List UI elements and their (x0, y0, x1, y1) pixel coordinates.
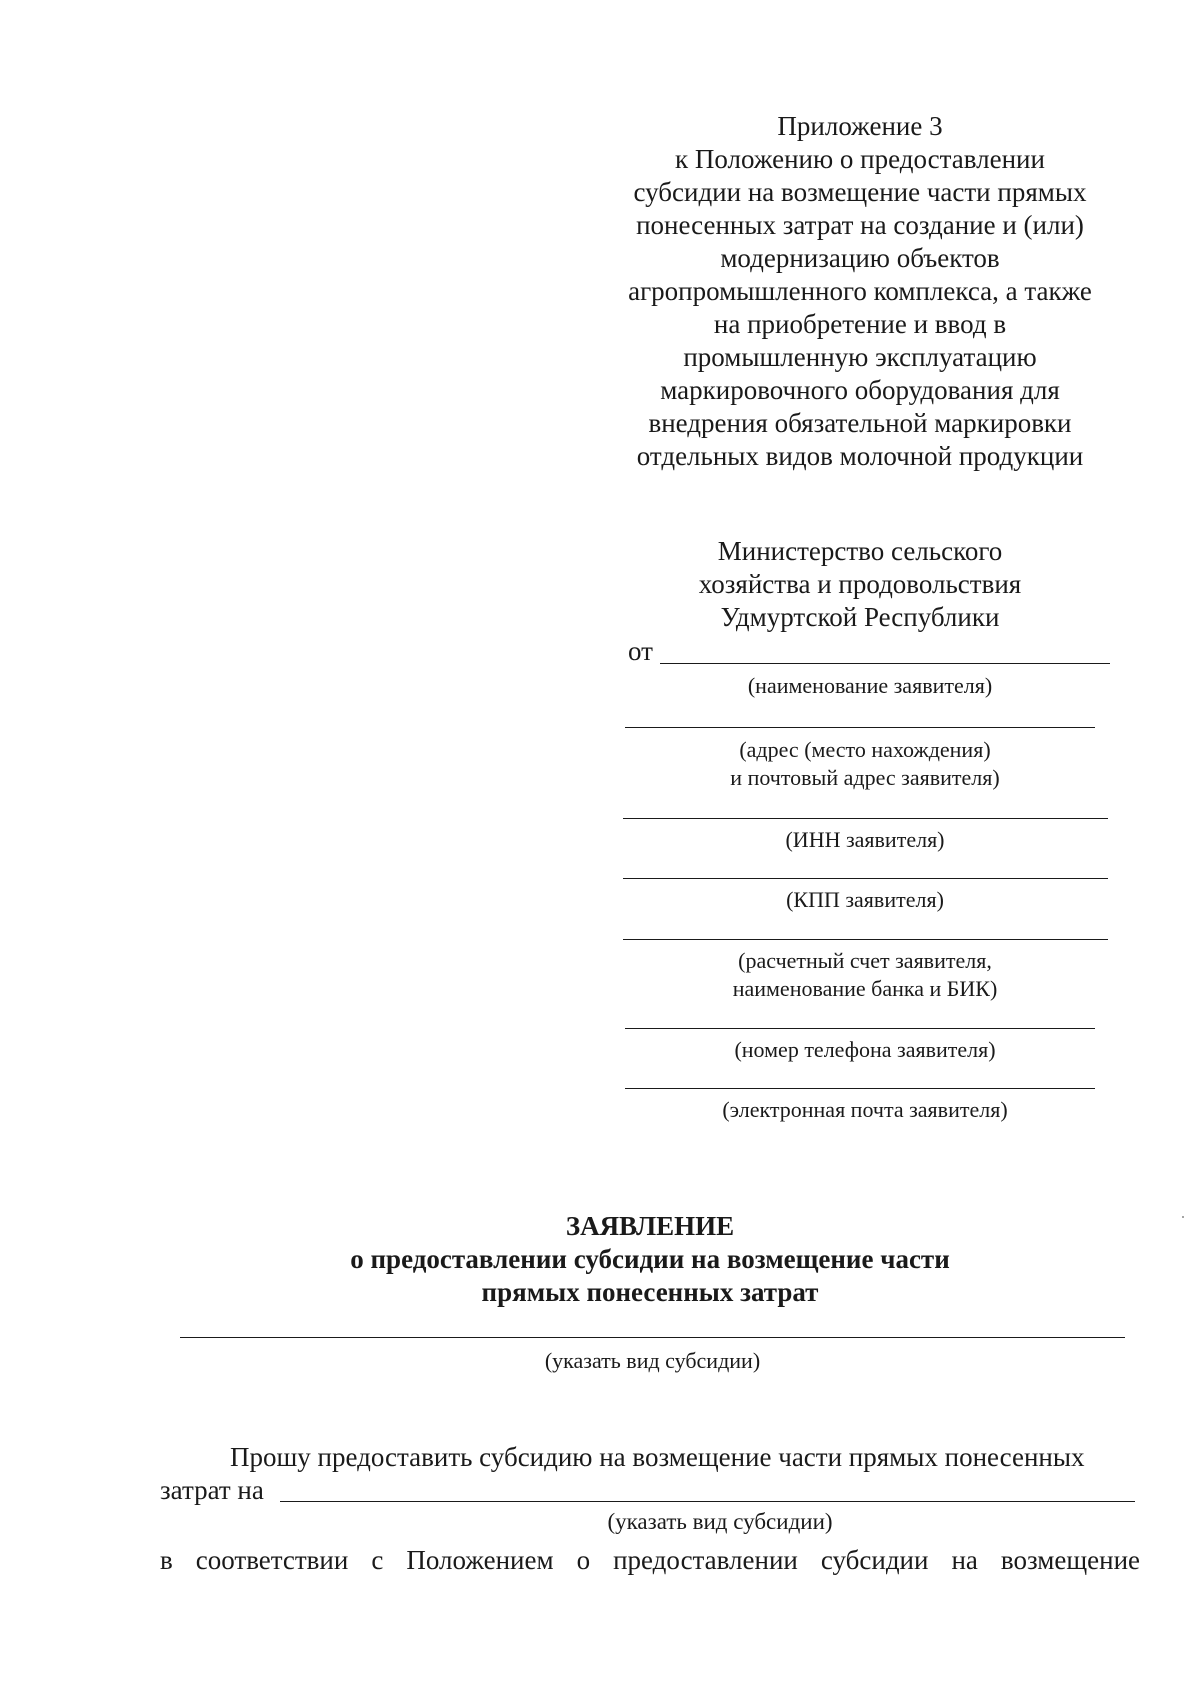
title-heading: ЗАЯВЛЕНИЕ (565, 1211, 735, 1241)
request-line-2-prefix: затрат на (160, 1475, 264, 1505)
applicant-email-caption: (электронная почта заявителя) (722, 1097, 1008, 1122)
annex-line: маркировочного оборудования для (660, 375, 1060, 405)
title-line: прямых понесенных затрат (481, 1277, 819, 1307)
applicant-phone-line[interactable] (625, 1028, 1095, 1029)
scan-speck (1182, 1216, 1184, 1218)
title-line: о предоставлении субсидии на возмещение части (350, 1244, 950, 1274)
applicant-inn-caption: (ИНН заявителя) (785, 827, 945, 852)
annex-line: внедрения обязательной маркировки (648, 408, 1072, 438)
request-subsidy-line[interactable] (280, 1501, 1135, 1502)
addressee-ministry (640, 535, 1080, 634)
annex-line: модернизацию объектов (720, 243, 1000, 273)
subsidy-type-caption: (указать вид субсидии) (544, 1348, 761, 1373)
annex-line: Приложение 3 (777, 111, 943, 141)
annex-line: субсидии на возмещение части прямых (633, 177, 1087, 207)
annex-line: к Положению о предоставлении (675, 144, 1045, 174)
applicant-inn-line[interactable] (623, 818, 1108, 819)
request-line-3: в соответствии с Положением о предоставлении субсидии на возмещение (160, 1545, 1140, 1575)
request-subsidy-caption: (указать вид субсидии) (607, 1509, 833, 1534)
annex-line: промышленную эксплуатацию (683, 342, 1037, 372)
applicant-phone-caption: (номер телефона заявителя) (734, 1037, 996, 1062)
application-title (180, 1210, 1120, 1309)
applicant-kpp-line[interactable] (623, 878, 1108, 879)
applicant-kpp-caption: (КПП заявителя) (786, 887, 944, 912)
annex-line: понесенных затрат на создание и (или) (636, 210, 1084, 240)
applicant-name-line[interactable] (660, 663, 1110, 664)
annex-line: агропромышленного комплекса, а также (628, 276, 1092, 306)
annex-line: отдельных видов молочной продукции (636, 441, 1084, 471)
applicant-email-line[interactable] (625, 1088, 1095, 1089)
ministry-line: хозяйства и продовольствия (698, 569, 1022, 599)
ministry-line: Министерство сельского (717, 536, 1003, 566)
applicant-account-caption: (расчетный счет заявителя, наименование банка и БИК) (732, 948, 998, 1001)
applicant-address-line[interactable] (625, 727, 1095, 728)
from-label: от (628, 636, 653, 666)
ministry-line: Удмуртской Республики (720, 602, 1000, 632)
annex-header (610, 110, 1110, 473)
applicant-address-caption: (адрес (место нахождения) и почтовый адрес заявителя) (730, 737, 1000, 790)
annex-line: на приобретение и ввод в (713, 309, 1007, 339)
applicant-account-line[interactable] (623, 939, 1108, 940)
subsidy-type-line[interactable] (180, 1337, 1125, 1338)
applicant-name-caption: (наименование заявителя) (747, 673, 993, 698)
request-line-1: Прошу предоставить субсидию на возмещение части прямых понесенных (230, 1442, 1085, 1472)
